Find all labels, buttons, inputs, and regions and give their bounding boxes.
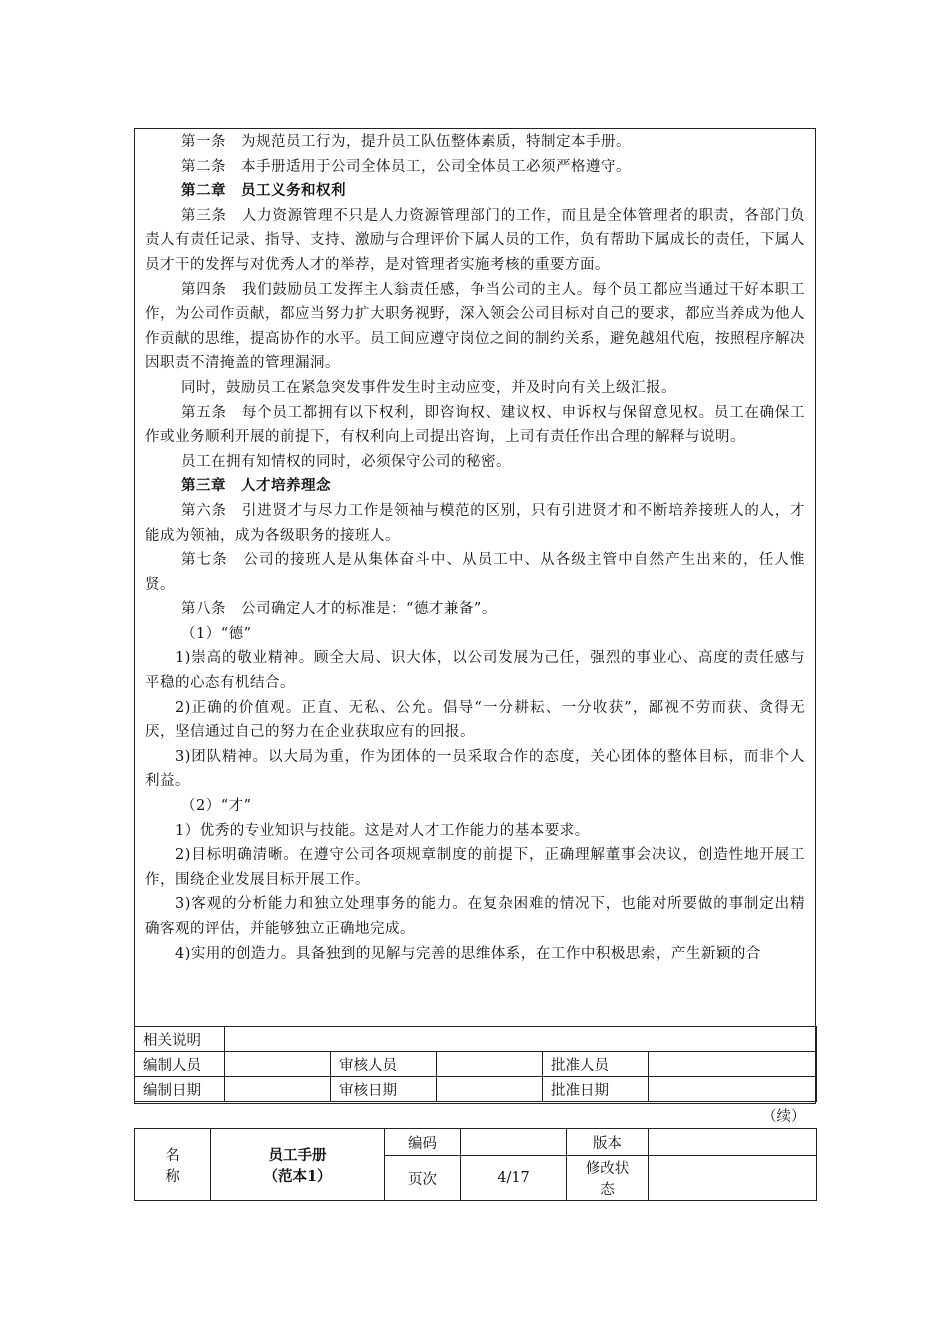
document-title-cell [211, 1129, 385, 1201]
approved-date-label: 批准日期 [543, 1077, 649, 1102]
revision-label-cell [567, 1156, 649, 1201]
reviewed-date-value [437, 1077, 543, 1102]
approval-footer-table [134, 1026, 817, 1102]
code-label: 编码 [385, 1129, 461, 1156]
reviewed-by-value [437, 1052, 543, 1077]
related-notes-label: 相关说明 [135, 1027, 225, 1052]
personnel-row [135, 1052, 817, 1077]
revision-label-line-2: 态 [600, 1182, 615, 1198]
paragraph: 第一条 为规范员工行为，提升员工队伍整体素质，特制定本手册。 [181, 134, 631, 150]
paragraph: 同时，鼓励员工在紧急突发事件发生时主动应变，并及时向有关上级汇报。 [181, 379, 676, 396]
related-notes-row [135, 1027, 817, 1052]
paragraph: 1）优秀的专业知识与技能。这是对人才工作能力的基本要求。 [175, 822, 590, 839]
paragraph: 2)目标明确清晰。在遵守公司各项规章制度的前提下，正确理解董事会决议，创造性地开展工作，围绕企业发展目标开展工作。 [145, 847, 805, 888]
document-body-frame [134, 128, 816, 1104]
document-content [135, 129, 815, 1027]
name-label-cell [135, 1129, 211, 1201]
code-value [461, 1129, 567, 1156]
prepared-date-label: 编制日期 [135, 1077, 225, 1102]
document-subtitle: （范本1） [263, 1167, 332, 1185]
paragraph: 2)正确的价值观。正直、无私、公允。倡导“一分耕耘、一分收获”，鄙视不劳而获、贪得无厌，坚信通过自己的努力在企业获取应有的回报。 [145, 699, 805, 741]
paragraph: 4)实用的创造力。具备独到的见解与完善的思维体系，在工作中积极思索，产生新颖的合 [175, 945, 761, 962]
paragraph: 1)崇高的敬业精神。顾全大局、识大体，以公司发展为己任，强烈的事业心、高度的责任感与平稳的心态有机结合。 [145, 650, 805, 692]
prepared-date-value [225, 1077, 331, 1102]
document-header-table [134, 1128, 817, 1201]
prepared-by-label: 编制人员 [135, 1052, 225, 1077]
dates-row [135, 1077, 817, 1102]
related-notes-value [225, 1027, 817, 1052]
paragraph: 第五条 每个员工都拥有以下权利，即咨询权、建议权、申诉权与保留意见权。员工在确保工作或业务顺利开展的前提下，有权利向上司提出咨询，上司有责任作出合理的解释与说明。 [145, 404, 805, 446]
page-value: 4/17 [461, 1156, 567, 1201]
paragraph: 第二条 本手册适用于公司全体员工，公司全体员工必须严格遵守。 [181, 158, 631, 175]
approved-by-value [649, 1052, 817, 1077]
paragraph: 3)客观的分析能力和独立处理事务的能力。在复杂困难的情况下，也能对所要做的事制定出精确客观的评估，并能够独立正确地完成。 [145, 896, 805, 937]
reviewed-date-label: 审核日期 [331, 1077, 437, 1102]
paragraph: （2）“才” [181, 798, 252, 815]
paragraph: （1）“德” [181, 625, 252, 642]
paragraph: 第三条 人力资源管理不只是人力资源管理部门的工作，而且是全体管理者的职责，各部门负责人有责任记录、指导、支持、激励与合理评价下属人员的工作，负有帮助下属成长的责任，下属人员才干的发挥与对优秀人才的举荐，是对管理者实施考核的重要方面。 [145, 207, 805, 273]
name-label-line-1: 名 [165, 1147, 180, 1164]
paragraph: 第六条 引进贤才与尽力工作是领袖与模范的区别，只有引进贤才和不断培养接班人的人，才能成为领袖，成为各级职务的接班人。 [145, 502, 805, 544]
document-title: 员工手册 [268, 1146, 327, 1164]
header-row-1 [135, 1129, 817, 1156]
paragraph: 第八条 公司确定人才的标准是：“德才兼备”。 [181, 601, 497, 618]
approved-date-value [649, 1077, 817, 1102]
revision-value [649, 1156, 817, 1201]
prepared-by-value [225, 1052, 331, 1077]
chapter-heading: 第三章 人才培养理念 [181, 477, 331, 495]
continued-marker: （续） [762, 1109, 806, 1125]
reviewed-by-label: 审核人员 [331, 1052, 437, 1077]
paragraph: 第四条 我们鼓励员工发挥主人翁责任感，争当公司的主人。每个员工都应当通过干好本职工作，为公司作贡献，都应当努力扩大职务视野，深入领会公司目标对自己的要求，都应当养成为他人作贡献的思维，提高协作的水平。员工间应遵守岗位之间的制约关系，避免越俎代庖，按照程序解决因职责不清掩盖的管理漏洞。 [145, 281, 805, 372]
version-value [649, 1129, 817, 1156]
paragraph: 3)团队精神。以大局为重，作为团体的一员采取合作的态度，关心团体的整体目标，而非个人利益。 [145, 748, 805, 790]
revision-label-line-1: 修改状 [585, 1161, 630, 1177]
page-label: 页次 [385, 1156, 461, 1201]
approved-by-label: 批准人员 [543, 1052, 649, 1077]
version-label: 版本 [567, 1129, 649, 1156]
chapter-heading: 第二章 员工义务和权利 [181, 182, 346, 200]
name-label-line-2: 称 [165, 1168, 180, 1185]
paragraph: 第七条 公司的接班人是从集体奋斗中、从员工中、从各级主管中自然产生出来的，任人惟贤。 [145, 552, 805, 593]
paragraph: 员工在拥有知情权的同时，必须保守公司的秘密。 [181, 453, 511, 470]
